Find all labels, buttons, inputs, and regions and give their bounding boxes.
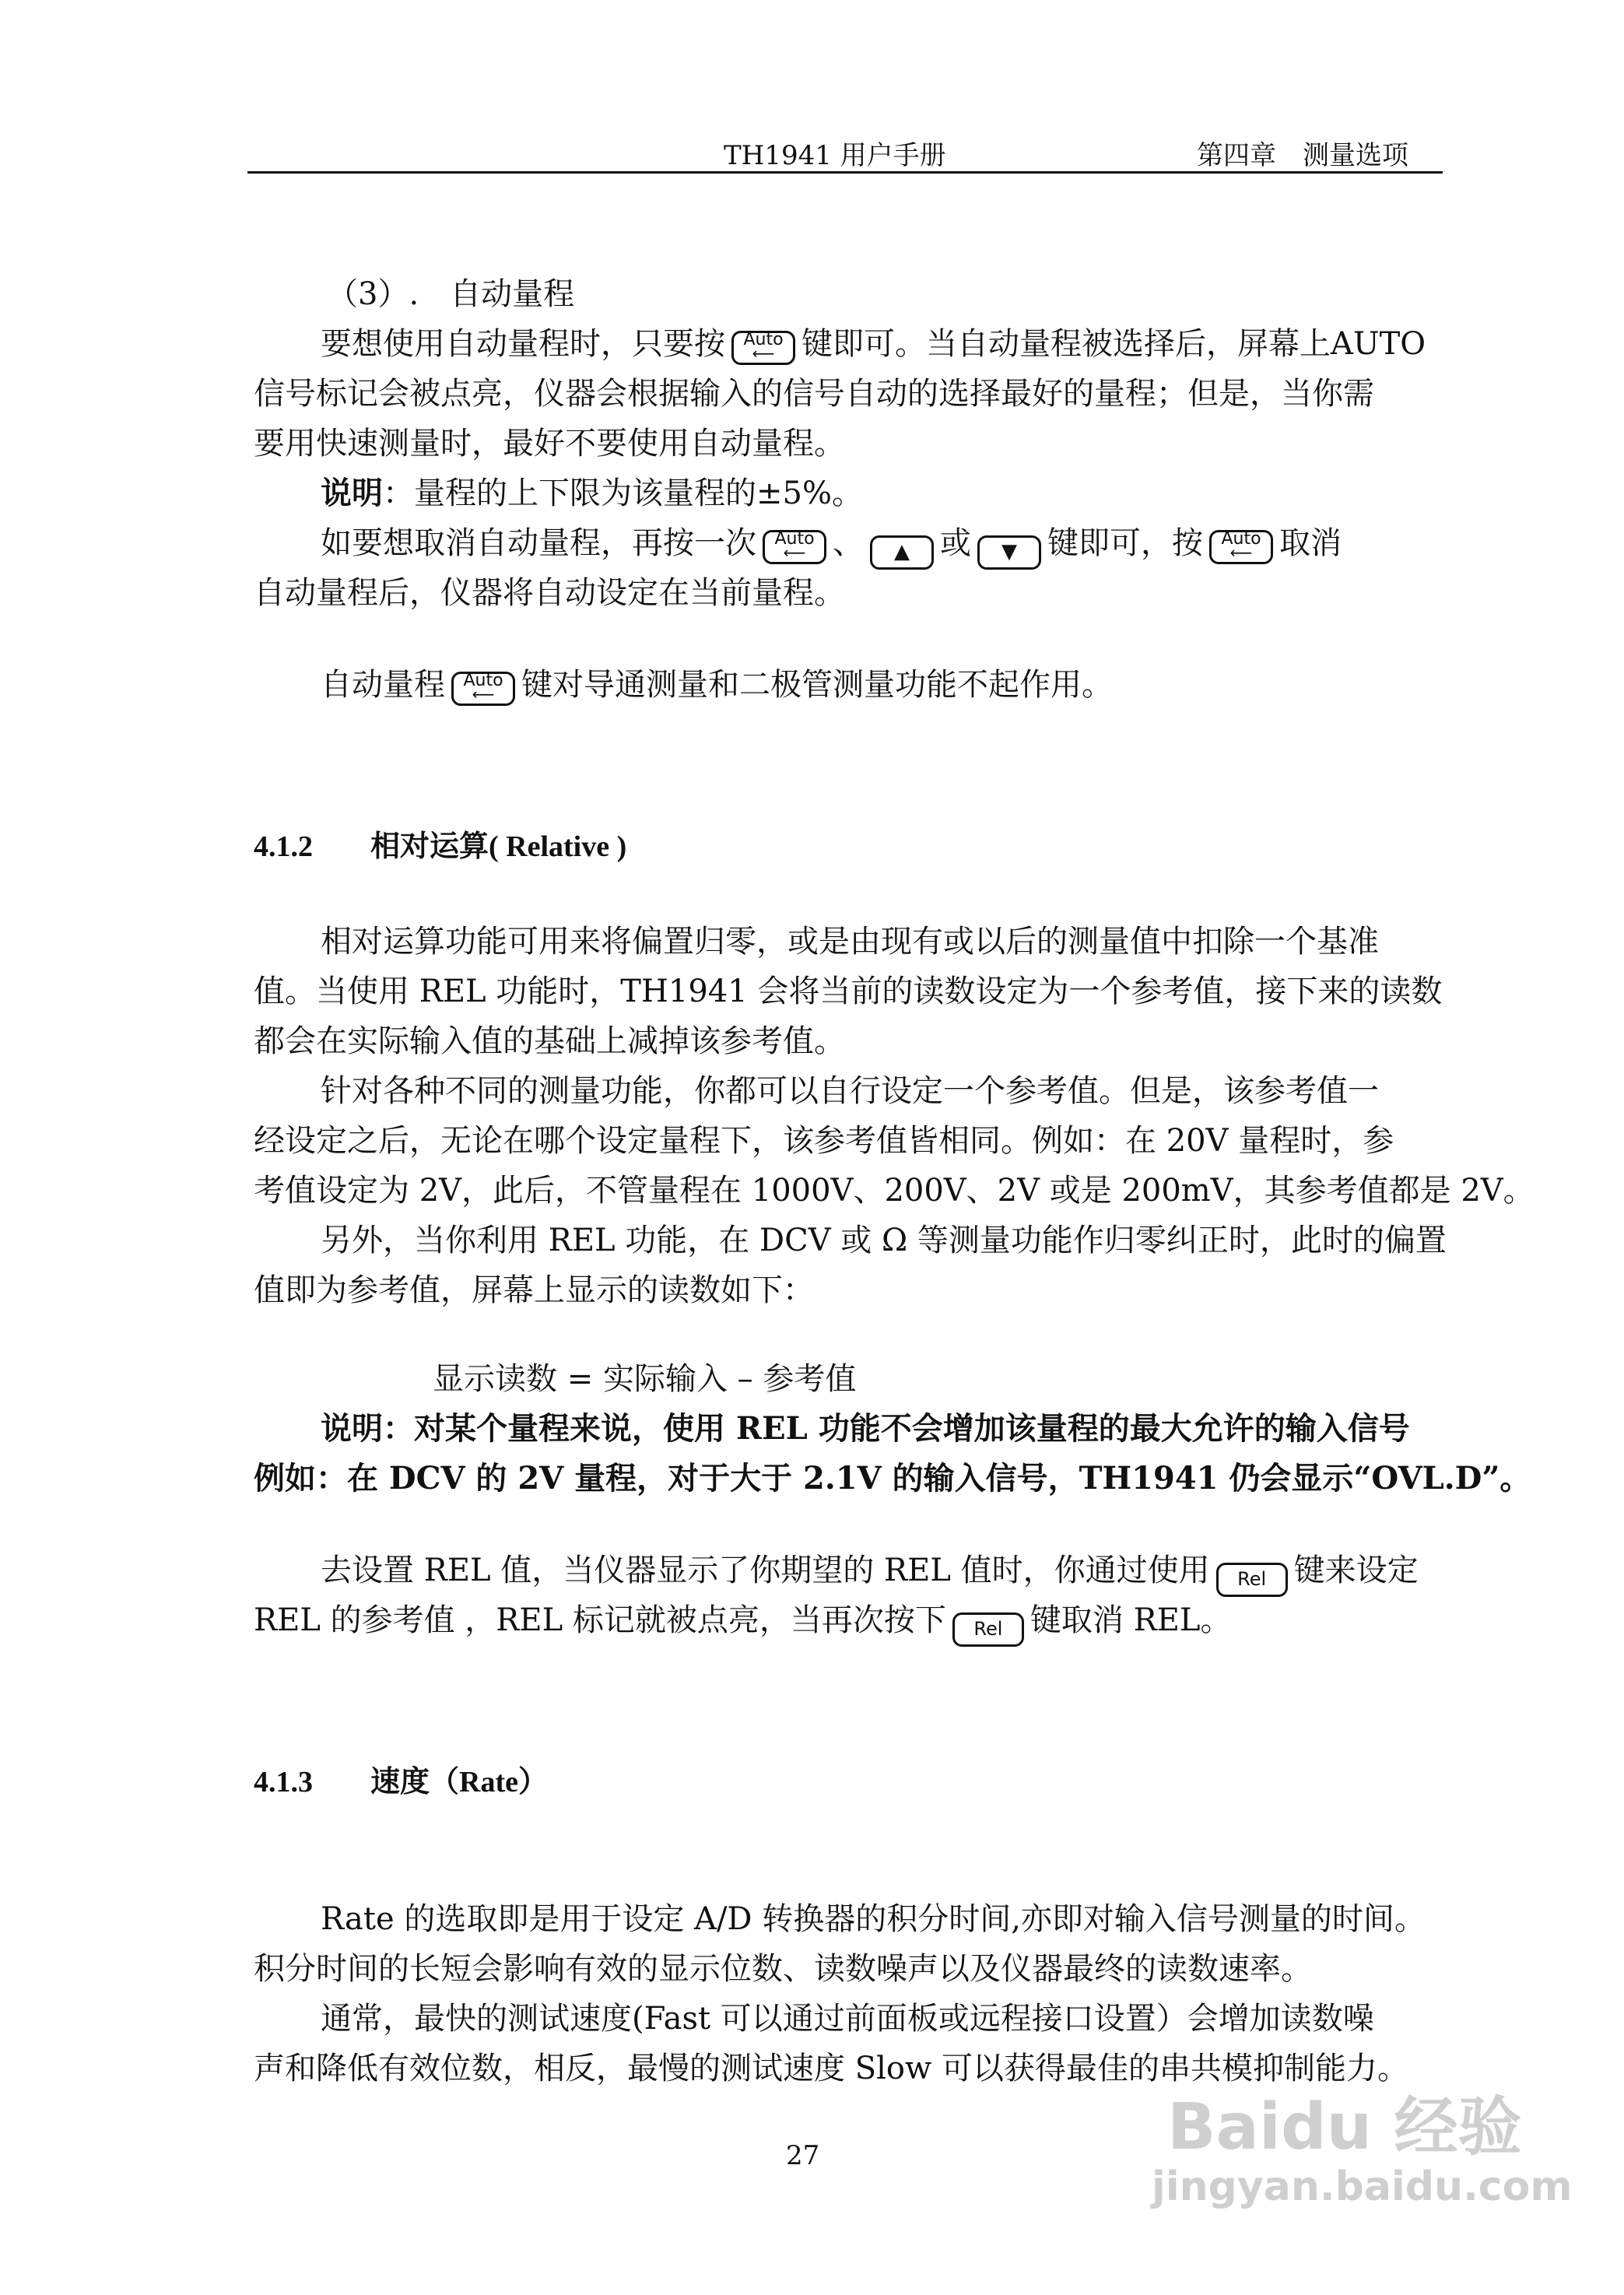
relative-note: 说明：对某个量程来说，使用 REL 功能不会增加该量程的最大允许的输入信号 bbox=[321, 1410, 1410, 1447]
auto-key-icon: Auto ⟵ bbox=[1209, 530, 1273, 564]
rel-key-icon: Rel bbox=[952, 1612, 1024, 1647]
header-rule bbox=[247, 171, 1443, 174]
auto-range-heading: （3）. 自动量程 bbox=[327, 276, 575, 312]
watermark-url: jingyan.baidu.com bbox=[1152, 2163, 1573, 2210]
relative-formula: 显示读数 = 实际输入 – 参考值 bbox=[433, 1361, 857, 1397]
rate-paragraph-2-line-2: 声和降低有效位数，相反，最慢的测试速度 Slow 可以获得最佳的串共模抑制能力。 bbox=[254, 2051, 1408, 2086]
auto-range-paragraph-1-line-3: 要用快速测量时，最好不要使用自动量程。 bbox=[254, 426, 845, 461]
header-chapter-title: 第四章 测量选项 bbox=[1197, 140, 1408, 171]
relative-paragraph-4-line-2: REL 的参考值 ，REL 标记就被点亮，当再次按下 Rel 键取消 REL。 bbox=[254, 1595, 1444, 1647]
relative-note-line-2: 例如：在 DCV 的 2V 量程，对于大于 2.1V 的输入信号，TH1941 仍会显示“OVL.D”。 bbox=[254, 1460, 1531, 1497]
auto-range-paragraph-2-line-2: 自动量程后，仪器将自动设定在当前量程。 bbox=[254, 575, 845, 611]
auto-range-note: 说明：量程的上下限为该量程的±5%。 bbox=[321, 475, 863, 511]
relative-paragraph-3: 另外，当你利用 REL 功能，在 DCV 或 Ω 等测量功能作归零纠正时，此时的偏置 bbox=[321, 1223, 1447, 1258]
down-key-icon: ▼ bbox=[977, 535, 1041, 570]
relative-paragraph-1-line-2: 值。当使用 REL 功能时，TH1941 会将当前的读数设定为一个参考值，接下来的读数 bbox=[254, 974, 1443, 1009]
relative-paragraph-4: 去设置 REL 值，当仪器显示了你期望的 REL 值时，你通过使用 Rel 键来设定 bbox=[254, 1546, 1444, 1597]
section-4-1-2-heading: 4.1.2 相对运算( Relative ) bbox=[254, 830, 627, 863]
section-4-1-3-heading: 4.1.3 速度（Rate） bbox=[254, 1766, 548, 1798]
rel-key-icon: Rel bbox=[1216, 1563, 1288, 1597]
relative-paragraph-3-line-2: 值即为参考值，屏幕上显示的读数如下： bbox=[254, 1272, 814, 1308]
auto-key-icon: Auto ⟵ bbox=[451, 672, 515, 706]
rate-paragraph-1-line-2: 积分时间的长短会影响有效的显示位数、读数噪声以及仪器最终的读数速率。 bbox=[254, 1951, 1312, 1987]
header-manual-title: TH1941 用户手册 bbox=[724, 140, 946, 171]
auto-key-icon: Auto ⟵ bbox=[731, 331, 795, 365]
auto-key-icon: Auto ⟵ bbox=[763, 530, 826, 564]
auto-range-paragraph-2: 如要想取消自动量程，再按一次 Auto ⟵ 、 ▲ 或 ▼ 键即可，按 Auto ⟵ 取消 bbox=[254, 518, 1444, 570]
page-number: 27 bbox=[786, 2140, 820, 2171]
relative-paragraph-1: 相对运算功能可用来将偏置归零，或是由现有或以后的测量值中扣除一个基准 bbox=[321, 924, 1379, 960]
up-key-icon: ▲ bbox=[870, 535, 934, 570]
relative-paragraph-2-line-2: 经设定之后，无论在哪个设定量程下，该参考值皆相同。例如：在 20V 量程时，参 bbox=[254, 1123, 1394, 1159]
auto-range-paragraph-1: 要想使用自动量程时，只要按 Auto ⟵ 键即可。当自动量程被选择后，屏幕上AUTO bbox=[254, 319, 1444, 369]
watermark-logo: Baidu 经验 bbox=[1167, 2090, 1522, 2164]
auto-range-paragraph-3: 自动量程 Auto ⟵ 键对导通测量和二极管测量功能不起作用。 bbox=[254, 660, 1444, 710]
relative-paragraph-1-line-3: 都会在实际输入值的基础上减掉该参考值。 bbox=[254, 1023, 845, 1059]
relative-paragraph-2: 针对各种不同的测量功能，你都可以自行设定一个参考值。但是，该参考值一 bbox=[321, 1073, 1379, 1109]
rate-paragraph-1: Rate 的选取即是用于设定 A/D 转换器的积分时间,亦即对输入信号测量的时间。 bbox=[321, 1901, 1426, 1937]
relative-paragraph-2-line-3: 考值设定为 2V，此后，不管量程在 1000V、200V、2V 或是 200mV，其参考值都是 2V。 bbox=[254, 1173, 1535, 1209]
auto-range-paragraph-1-line-2: 信号标记会被点亮，仪器会根据输入的信号自动的选择最好的量程；但是，当你需 bbox=[254, 376, 1374, 412]
rate-paragraph-2: 通常，最快的测试速度(Fast 可以通过前面板或远程接口设置）会增加读数噪 bbox=[321, 2001, 1374, 2037]
